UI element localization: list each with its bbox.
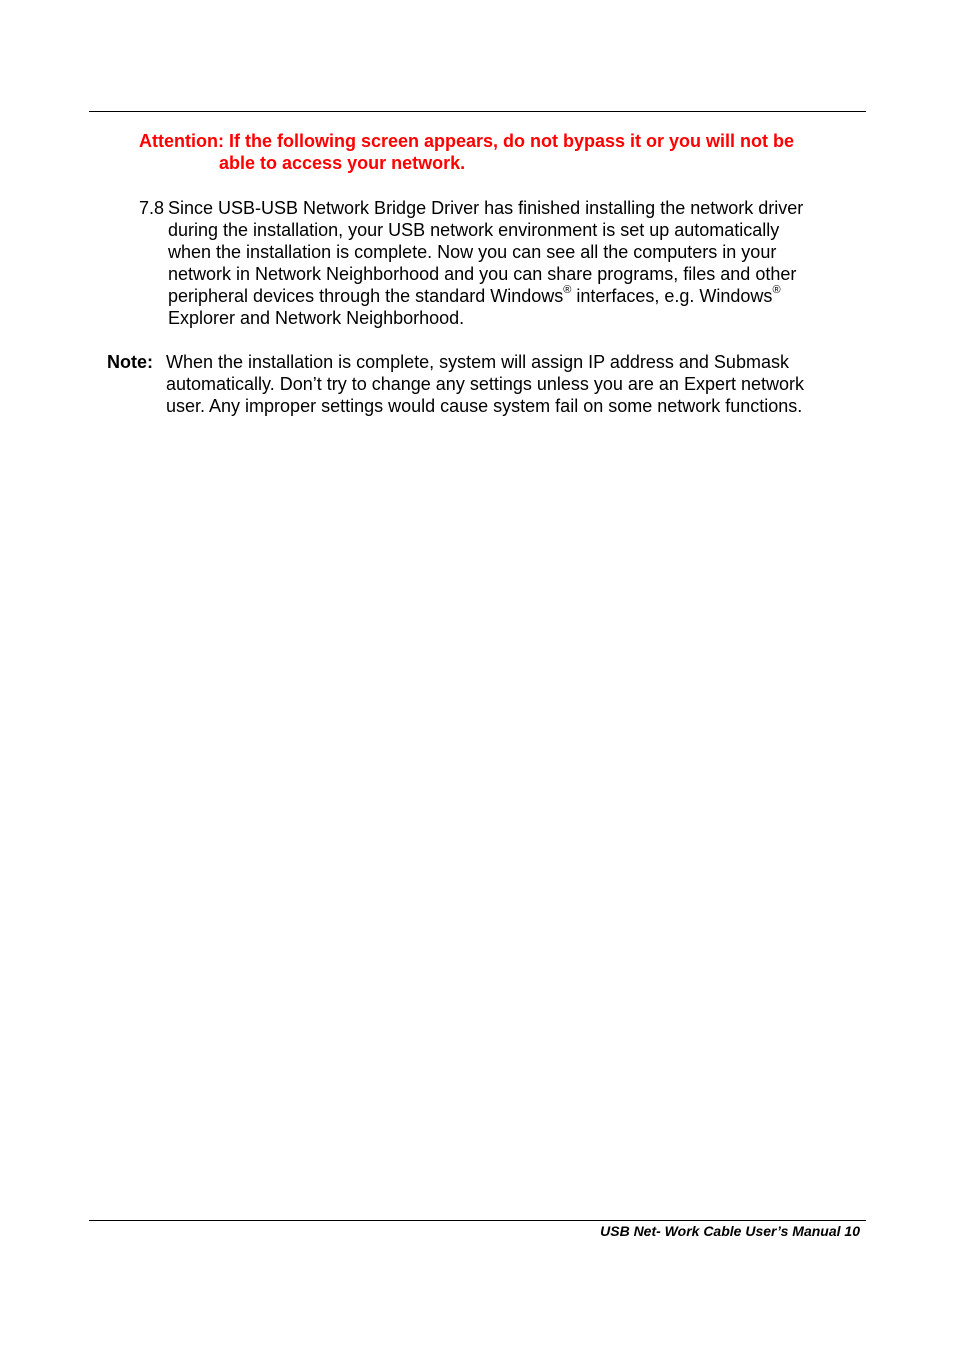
page-footer: USB Net- Work Cable User’s Manual 10 bbox=[600, 1223, 860, 1239]
registered-mark-2: ® bbox=[772, 284, 781, 296]
step-line-1: Since USB-USB Network Bridge Driver has finished installing the network driver bbox=[168, 198, 804, 218]
step-line-3: when the installation is complete. Now you can see all the computers in your bbox=[168, 242, 777, 262]
attention-line-1: Attention: If the following screen appears, do not bypass it or you will not be bbox=[139, 131, 795, 151]
note-body bbox=[166, 351, 866, 417]
step-line-2: during the installation, your USB network environment is set up automatically bbox=[168, 220, 780, 240]
step-line-5 bbox=[168, 285, 858, 307]
footer-rule bbox=[89, 1220, 866, 1221]
note-line-1: When the installation is complete, system will assign IP address and Submask bbox=[166, 352, 789, 372]
note-line-2: automatically. Don’t try to change any settings unless you are an Expert network bbox=[166, 374, 804, 394]
step-line-5a: peripheral devices through the standard Windows bbox=[168, 286, 564, 306]
step-line-4: network in Network Neighborhood and you can share programs, files and other bbox=[168, 264, 797, 284]
step-line-5b: interfaces, e.g. Windows bbox=[571, 286, 773, 306]
registered-mark-1: ® bbox=[563, 284, 572, 296]
attention-warning bbox=[139, 130, 859, 174]
header-rule bbox=[89, 111, 866, 112]
step-number: 7.8 bbox=[139, 198, 165, 218]
step-line-6: Explorer and Network Neighborhood. bbox=[168, 308, 465, 328]
note-label: Note: bbox=[107, 352, 153, 372]
step-body bbox=[168, 197, 858, 329]
note-line-3: user. Any improper settings would cause system fail on some network functions. bbox=[166, 396, 803, 416]
attention-line-2: able to access your network. bbox=[219, 153, 466, 173]
